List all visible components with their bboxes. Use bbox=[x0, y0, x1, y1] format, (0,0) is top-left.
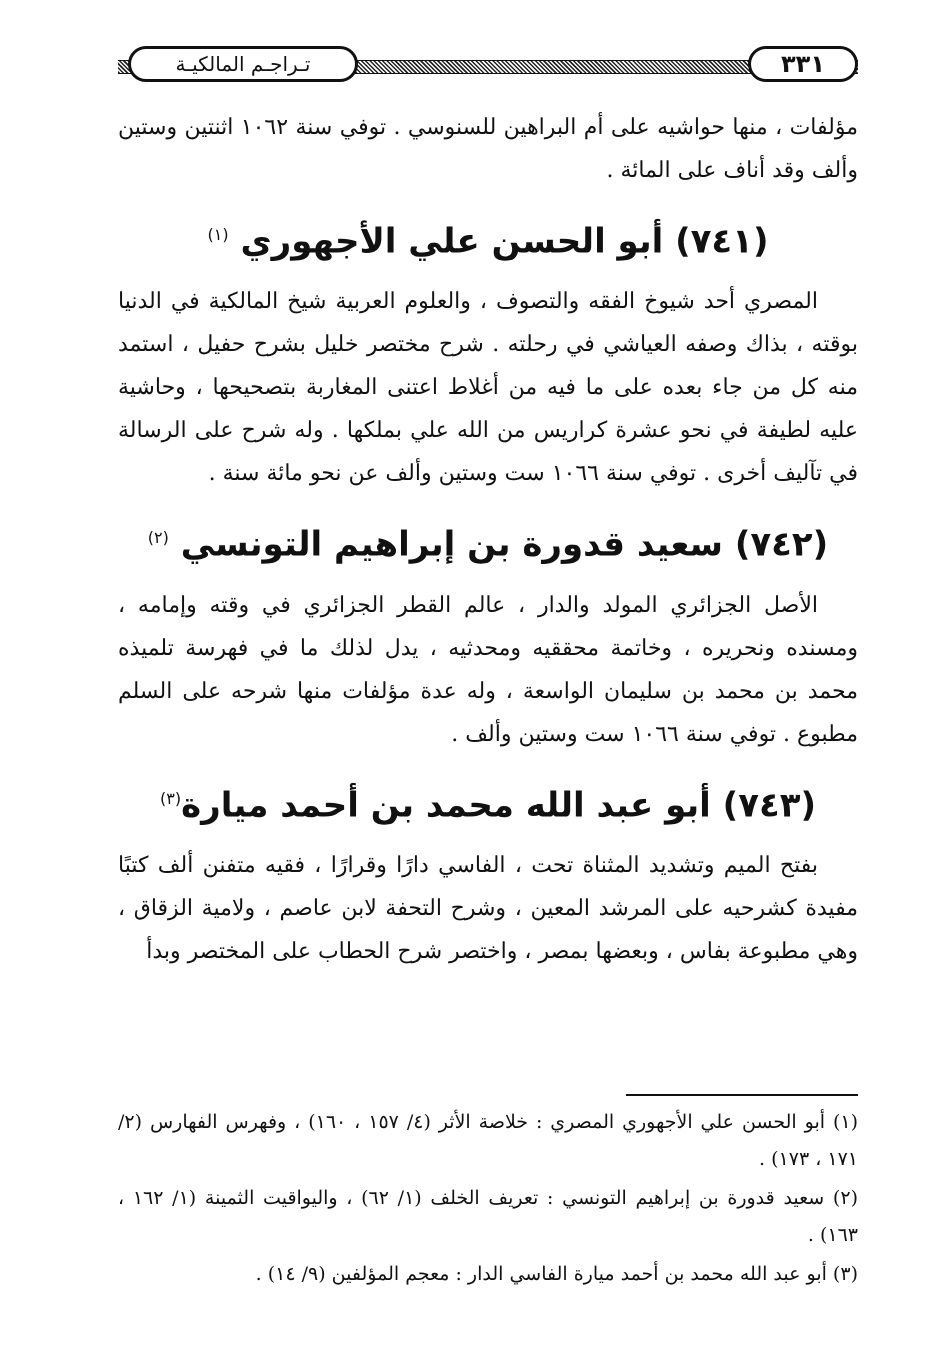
footnote-marker: (٢) bbox=[147, 528, 169, 548]
entry-heading-741 bbox=[118, 210, 858, 266]
entry-title: (٧٤٢) سعيد قدورة بن إبراهيم التونسي bbox=[180, 524, 829, 565]
page-header bbox=[118, 44, 858, 90]
entry-body-743: بفتح الميم وتشديد المثناة تحت ، الفاسي دارًا وقرارًا ، فقيه متفنن ألف كتبًا مفيدة كشرحيه على المرشد المعين ، وشرح التحفة لابن عاصم ، ولامية الزقاق ، وهي مطبوعة بفاس ، وبعضها بمصر ، واختصر شرح الحطاب على المختصر وبدأ bbox=[118, 852, 858, 964]
entry-title: (٧٤١) أبو الحسن علي الأجهوري bbox=[240, 221, 769, 262]
main-text bbox=[118, 106, 858, 973]
continued-paragraph: مؤلفات ، منها حواشيه على أم البراهين للسنوسي . توفي سنة ١٠٦٢ اثنتين وستين وألف وقد أناف على المائة . bbox=[118, 115, 858, 183]
footnote-separator bbox=[626, 1094, 858, 1096]
footnote-marker: (١) bbox=[207, 225, 229, 244]
entry-body-742: الأصل الجزائري المولد والدار ، عالم القطر الجزائري في وقته وإمامه ، ومسنده ونحريره ، وخاتمة محققيه ومحدثيه ، يدل لذلك ما في فهرسة تلميذه محمد بن محمد بن سليمان الواسعة ، وله عدة مؤلفات منها شرحه على السلم مطبوع . توفي سنة ١٠٦٦ ست وستين وألف . bbox=[118, 592, 858, 747]
running-title: تـراجـم المالكيـة bbox=[128, 46, 358, 82]
entry-heading-742 bbox=[118, 513, 858, 569]
entry-body-741: المصري أحد شيوخ الفقه والتصوف ، والعلوم العربية شيخ المالكية في الدنيا بوقته ، بذاك وصفه العياشي في رحلته . شرح مختصر خليل بشرح حفيل ، استمد منه كل من جاء بعده على ما فيه من أغلاط اعتنى المغاربة بتصحيحها ، وحاشية عليه لطيفة في نحو عشرة كراريس من الله علي بملكها . وله شرح على الرسالة في تآليف أخرى . توفي سنة ١٠٦٦ ست وستين وألف عن نحو مائة سنة . bbox=[118, 289, 858, 487]
footnotes bbox=[118, 1104, 858, 1295]
footnote-marker: (٣) bbox=[160, 788, 182, 808]
entry-title: (٧٤٣) أبو عبد الله محمد بن أحمد ميارة bbox=[181, 784, 816, 825]
footnote-3: (٣) أبو عبد الله محمد بن أحمد ميارة الفاسي الدار : معجم المؤلفين (٩/ ١٤) . bbox=[255, 1263, 858, 1285]
footnote-1: (١) أبو الحسن علي الأجهوري المصري : خلاصة الأثر (٤/ ١٥٧ ، ١٦٠) ، وفهرس الفهارس (٢/ ١٧١ ، ١٧٣) . bbox=[118, 1111, 858, 1170]
footnote-2: (٢) سعيد قدورة بن إبراهيم التونسي : تعريف الخلف (١/ ٦٢) ، واليواقيت الثمينة (١/ ١٦٢ ، ١٦٣) . bbox=[118, 1187, 858, 1246]
page-number: ٣٣١ bbox=[748, 46, 858, 82]
entry-heading-743 bbox=[118, 774, 858, 830]
